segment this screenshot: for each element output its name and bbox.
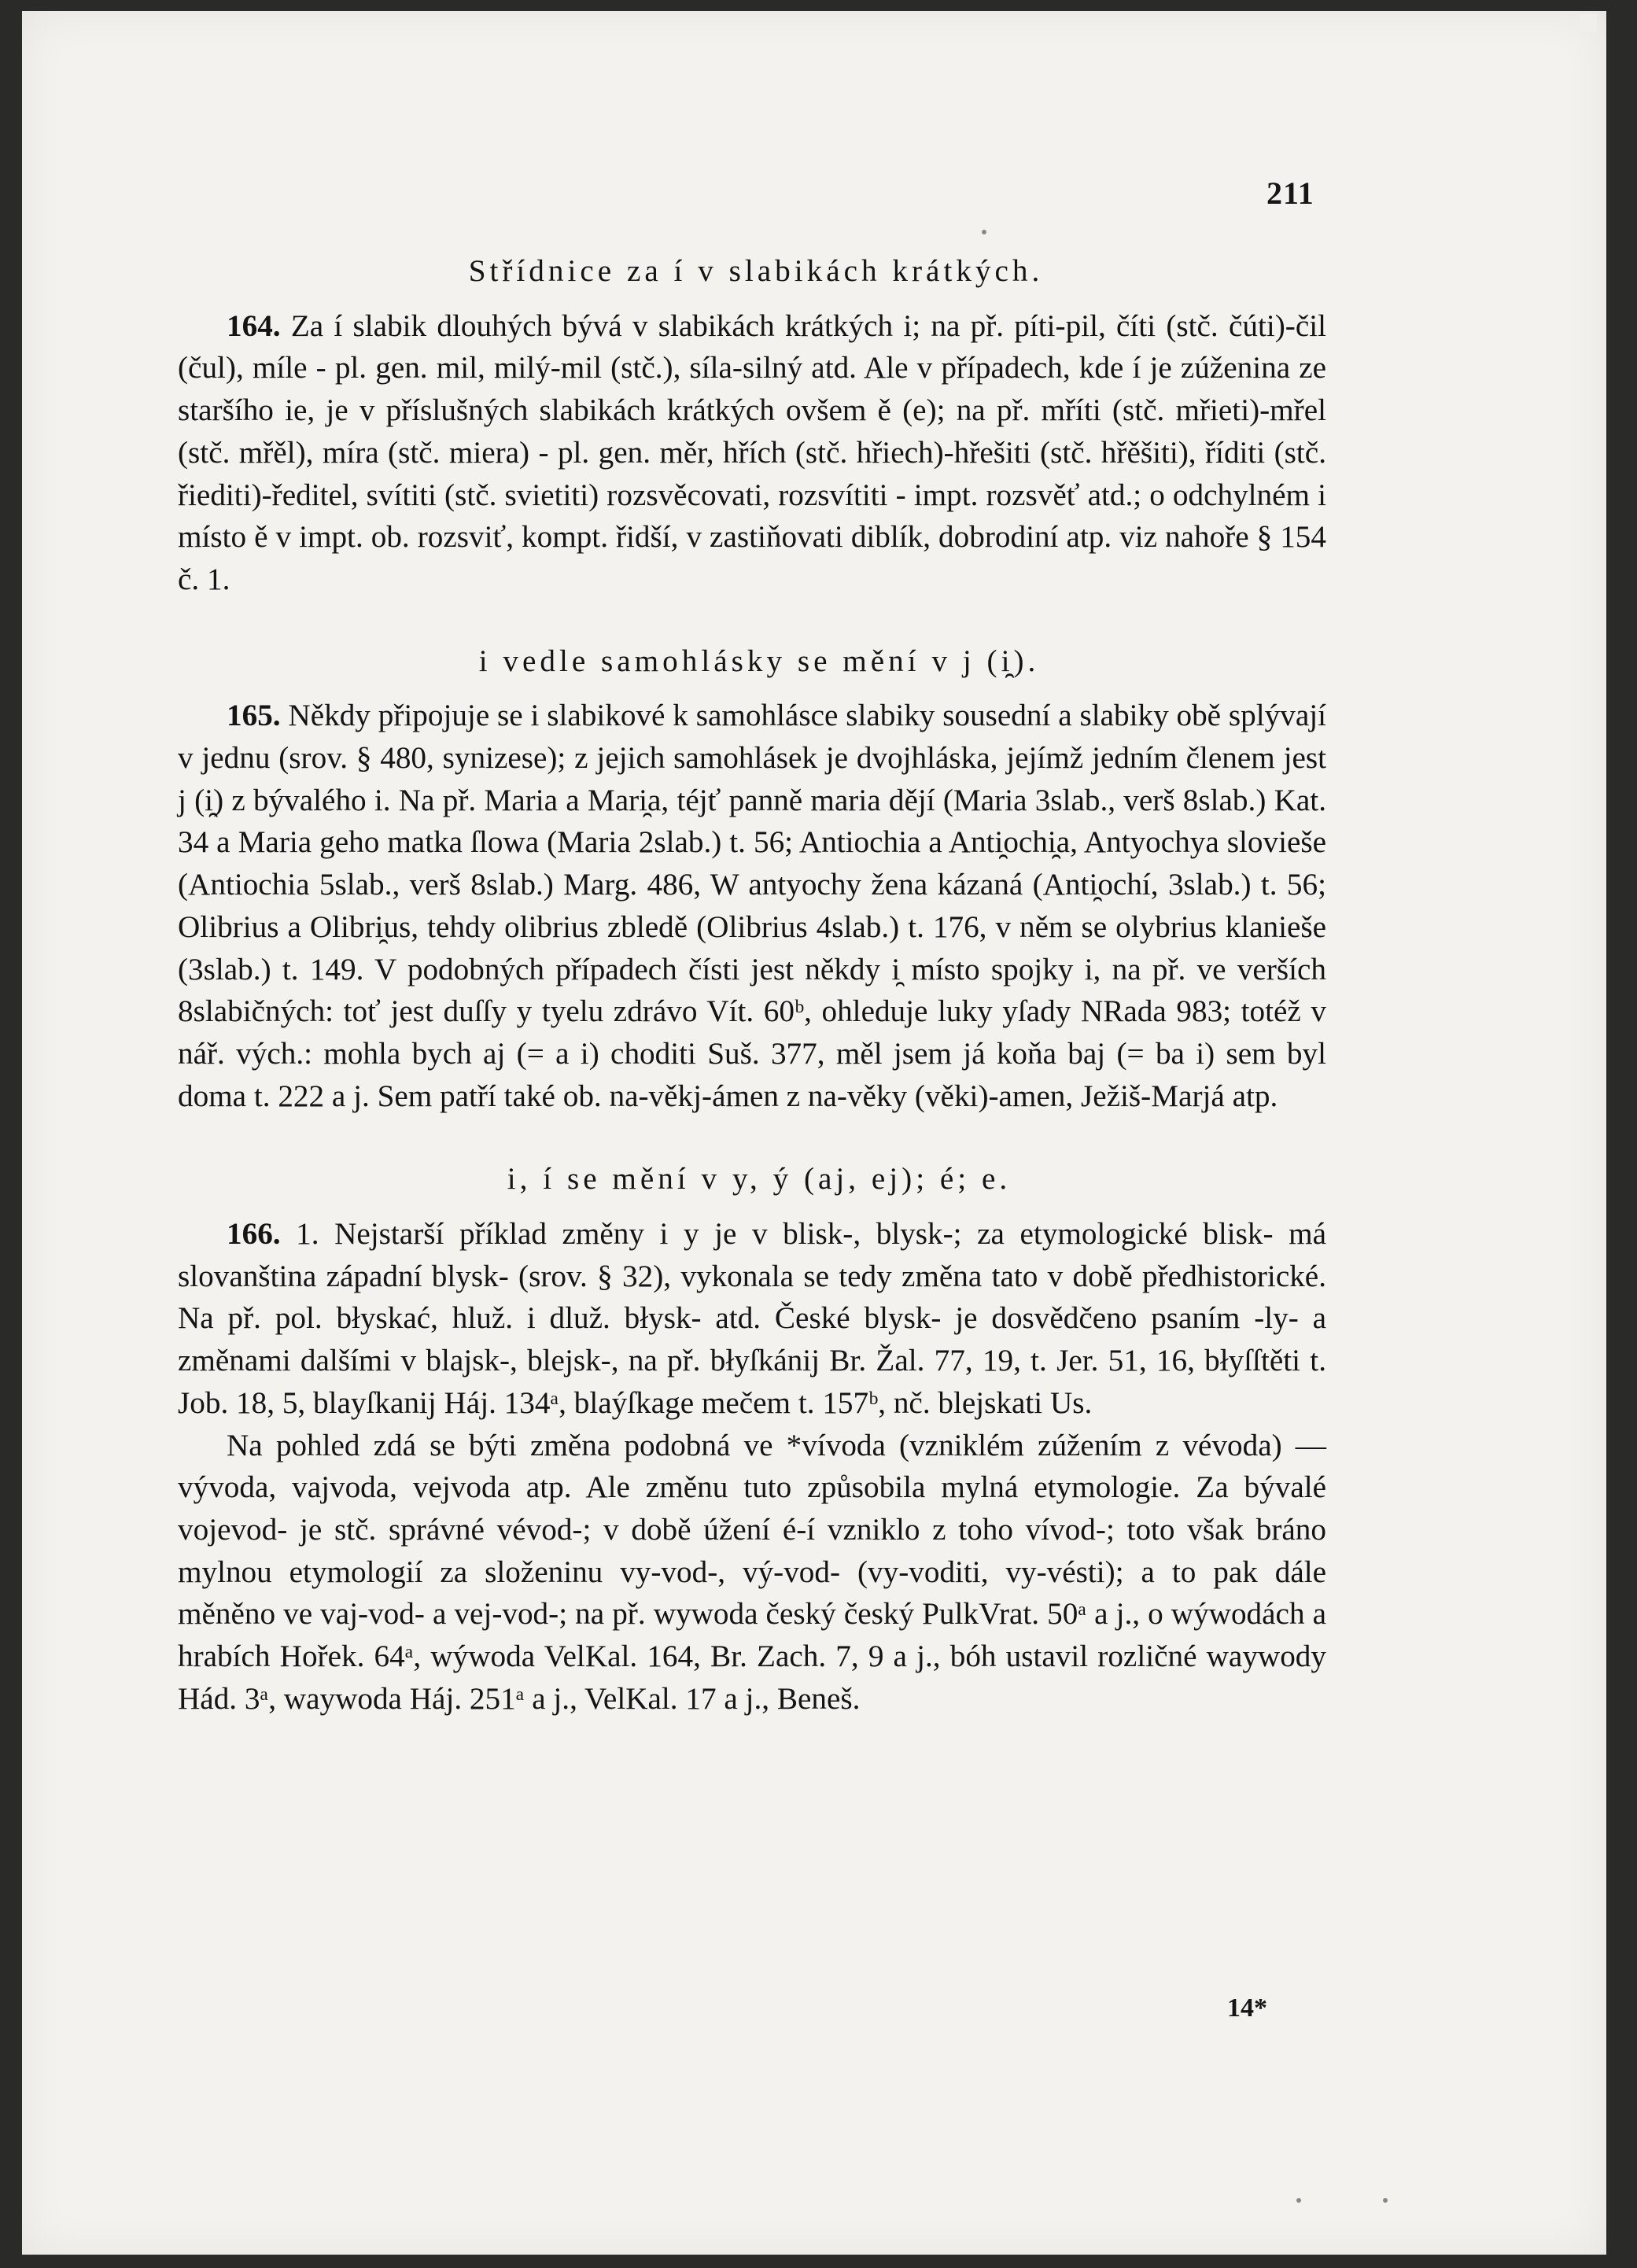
paragraph-number: 165. <box>227 699 281 733</box>
section-heading: Střídnice za í v slabikách krátkých. <box>468 254 1044 288</box>
dust-speck <box>982 230 986 234</box>
paragraph-text: 1. Nejstarší příklad změny i y je v blisk-, blysk-; za etymologické blisk- má slovanština západní blysk- (srov. § 32), vykonala se tedy změna tato v době předhistorické. Na př. pol. błyskać, hluž. i dluž. błysk- atd. České blysk- je dosvědčeno psaním -ly- a změnami dalšími v blajsk-, blejsk-, na př. błyſkánij Br. Žal. 77, 19, t. Jer. 51, 16, błyſſtěti t. Job. 18, 5, blayſkanij Háj. 134ᵃ, blaýſkage mečem t. 157ᵇ, nč. blejskati Us. <box>178 1217 1326 1420</box>
section-heading: i, í se mění v y, ý (aj, ej); é; e. <box>507 1162 1012 1197</box>
page-text-body <box>178 236 1326 1720</box>
paragraph-165 <box>178 695 1326 1117</box>
page-corner-mark <box>1580 14 1597 31</box>
paragraph-166-continued: Na pohled zdá se býti změna podobná ve *vívoda (vzniklém zúžením z vévoda) — vývoda, vajvoda, vejvoda atp. Ale změnu tuto způsobila mylná etymologie. Za bývalé vojevod- je stč. správné vévod-; v době úžení é-í vzniklo z toho vívod-; toto však bráno mylnou etymologií za složeninu vy-vod-, vý-vod- (vy-voditi, vy-vésti); a to pak dále měněno ve vaj-vod- a vej-vod-; na př. wywoda český český PulkVrat. 50ᵃ a j., o wýwodách a hrabích Hořek. 64ᵃ, wýwoda VelKal. 164, Br. Zach. 7, 9 a j., bóh ustavil rozličné waywody Hád. 3ᵃ, waywoda Háj. 251ᵃ a j., VelKal. 17 a j., Beneš. <box>178 1428 1326 1716</box>
paragraph-164 <box>178 305 1326 601</box>
paragraph-text: Někdy připojuje se i slabikové k samohlásce slabiky sousední a slabiky obě splývají v jednu (srov. § 480, synizese); z jejich samohlásek je dvojhláska, jejímž jedním členem jest j (i̯) z bývalého i. Na př. Maria a Mari̯a, téjť panně maria dějí (Maria 3slab., verš 8slab.) Kat. 34 a Maria geho matka ſlowa (Maria 2slab.) t. 56; Antiochia a Anti̯ochi̯a, Antyochya slovieše (Antiochia 5slab., verš 8slab.) Marg. 486, W antyochy žena kázaná (Anti̯ochí, 3slab.) t. 56; Olibrius a Olibri̯us, tehdy olibrius zbledě (Olibrius 4slab.) t. 176, v něm se olybrius klanieše (3slab.) t. 149. V podobných případech čísti jest někdy i̯ místo spojky i, na př. ve verších 8slabičných: toť jest duſſy y tyelu zdrávo Vít. 60ᵇ, ohleduje luky yſady NRada 983; totéž v nář. vých.: mohla bych aj (= a i) choditi Suš. 377, měl jsem já koňa baj (= ba i) sem byl doma t. 222 a j. Sem patří také ob. na-věkj-ámen z na-věky (věki)-amen, Ježiš-Marjá atp. <box>178 699 1327 1113</box>
section-heading: i vedle samohlásky se mění v j (i̯). <box>478 644 1040 678</box>
paragraph-text: Za í slabik dlouhých bývá v slabikách krátkých i; na př. píti-pil, číti (stč. čúti)-čil (čul), míle - pl. gen. mil, milý-mil (stč.), síla-silný atd. Ale v případech, kde í je zúženina ze staršího ie, je v příslušných slabikách krátkých ovšem ě (e); na př. mříti (stč. mřieti)-mřel (stč. mřěl), míra (stč. miera) - pl. gen. měr, hřích (stč. hřiech)-hřešiti (stč. hřěšiti), říditi (stč. řiediti)-ředitel, svítiti (stč. svietiti) rozsvěcovati, rozsvítiti - impt. rozsvěť atd.; o odchylném i místo ě v impt. ob. rozsviť, kompt. řidší, v zastiňovati diblík, dobrodiní atp. viz nahoře § 154 č. 1. <box>178 308 1326 596</box>
printer-signature: 14* <box>1227 1993 1267 2023</box>
paragraph-166 <box>178 1213 1326 1425</box>
dust-speck <box>1383 2198 1388 2203</box>
dust-speck <box>1296 2198 1301 2203</box>
page-number: 211 <box>1266 175 1314 211</box>
paragraph-number: 166. <box>227 1217 281 1252</box>
paragraph-number: 164. <box>227 308 281 343</box>
